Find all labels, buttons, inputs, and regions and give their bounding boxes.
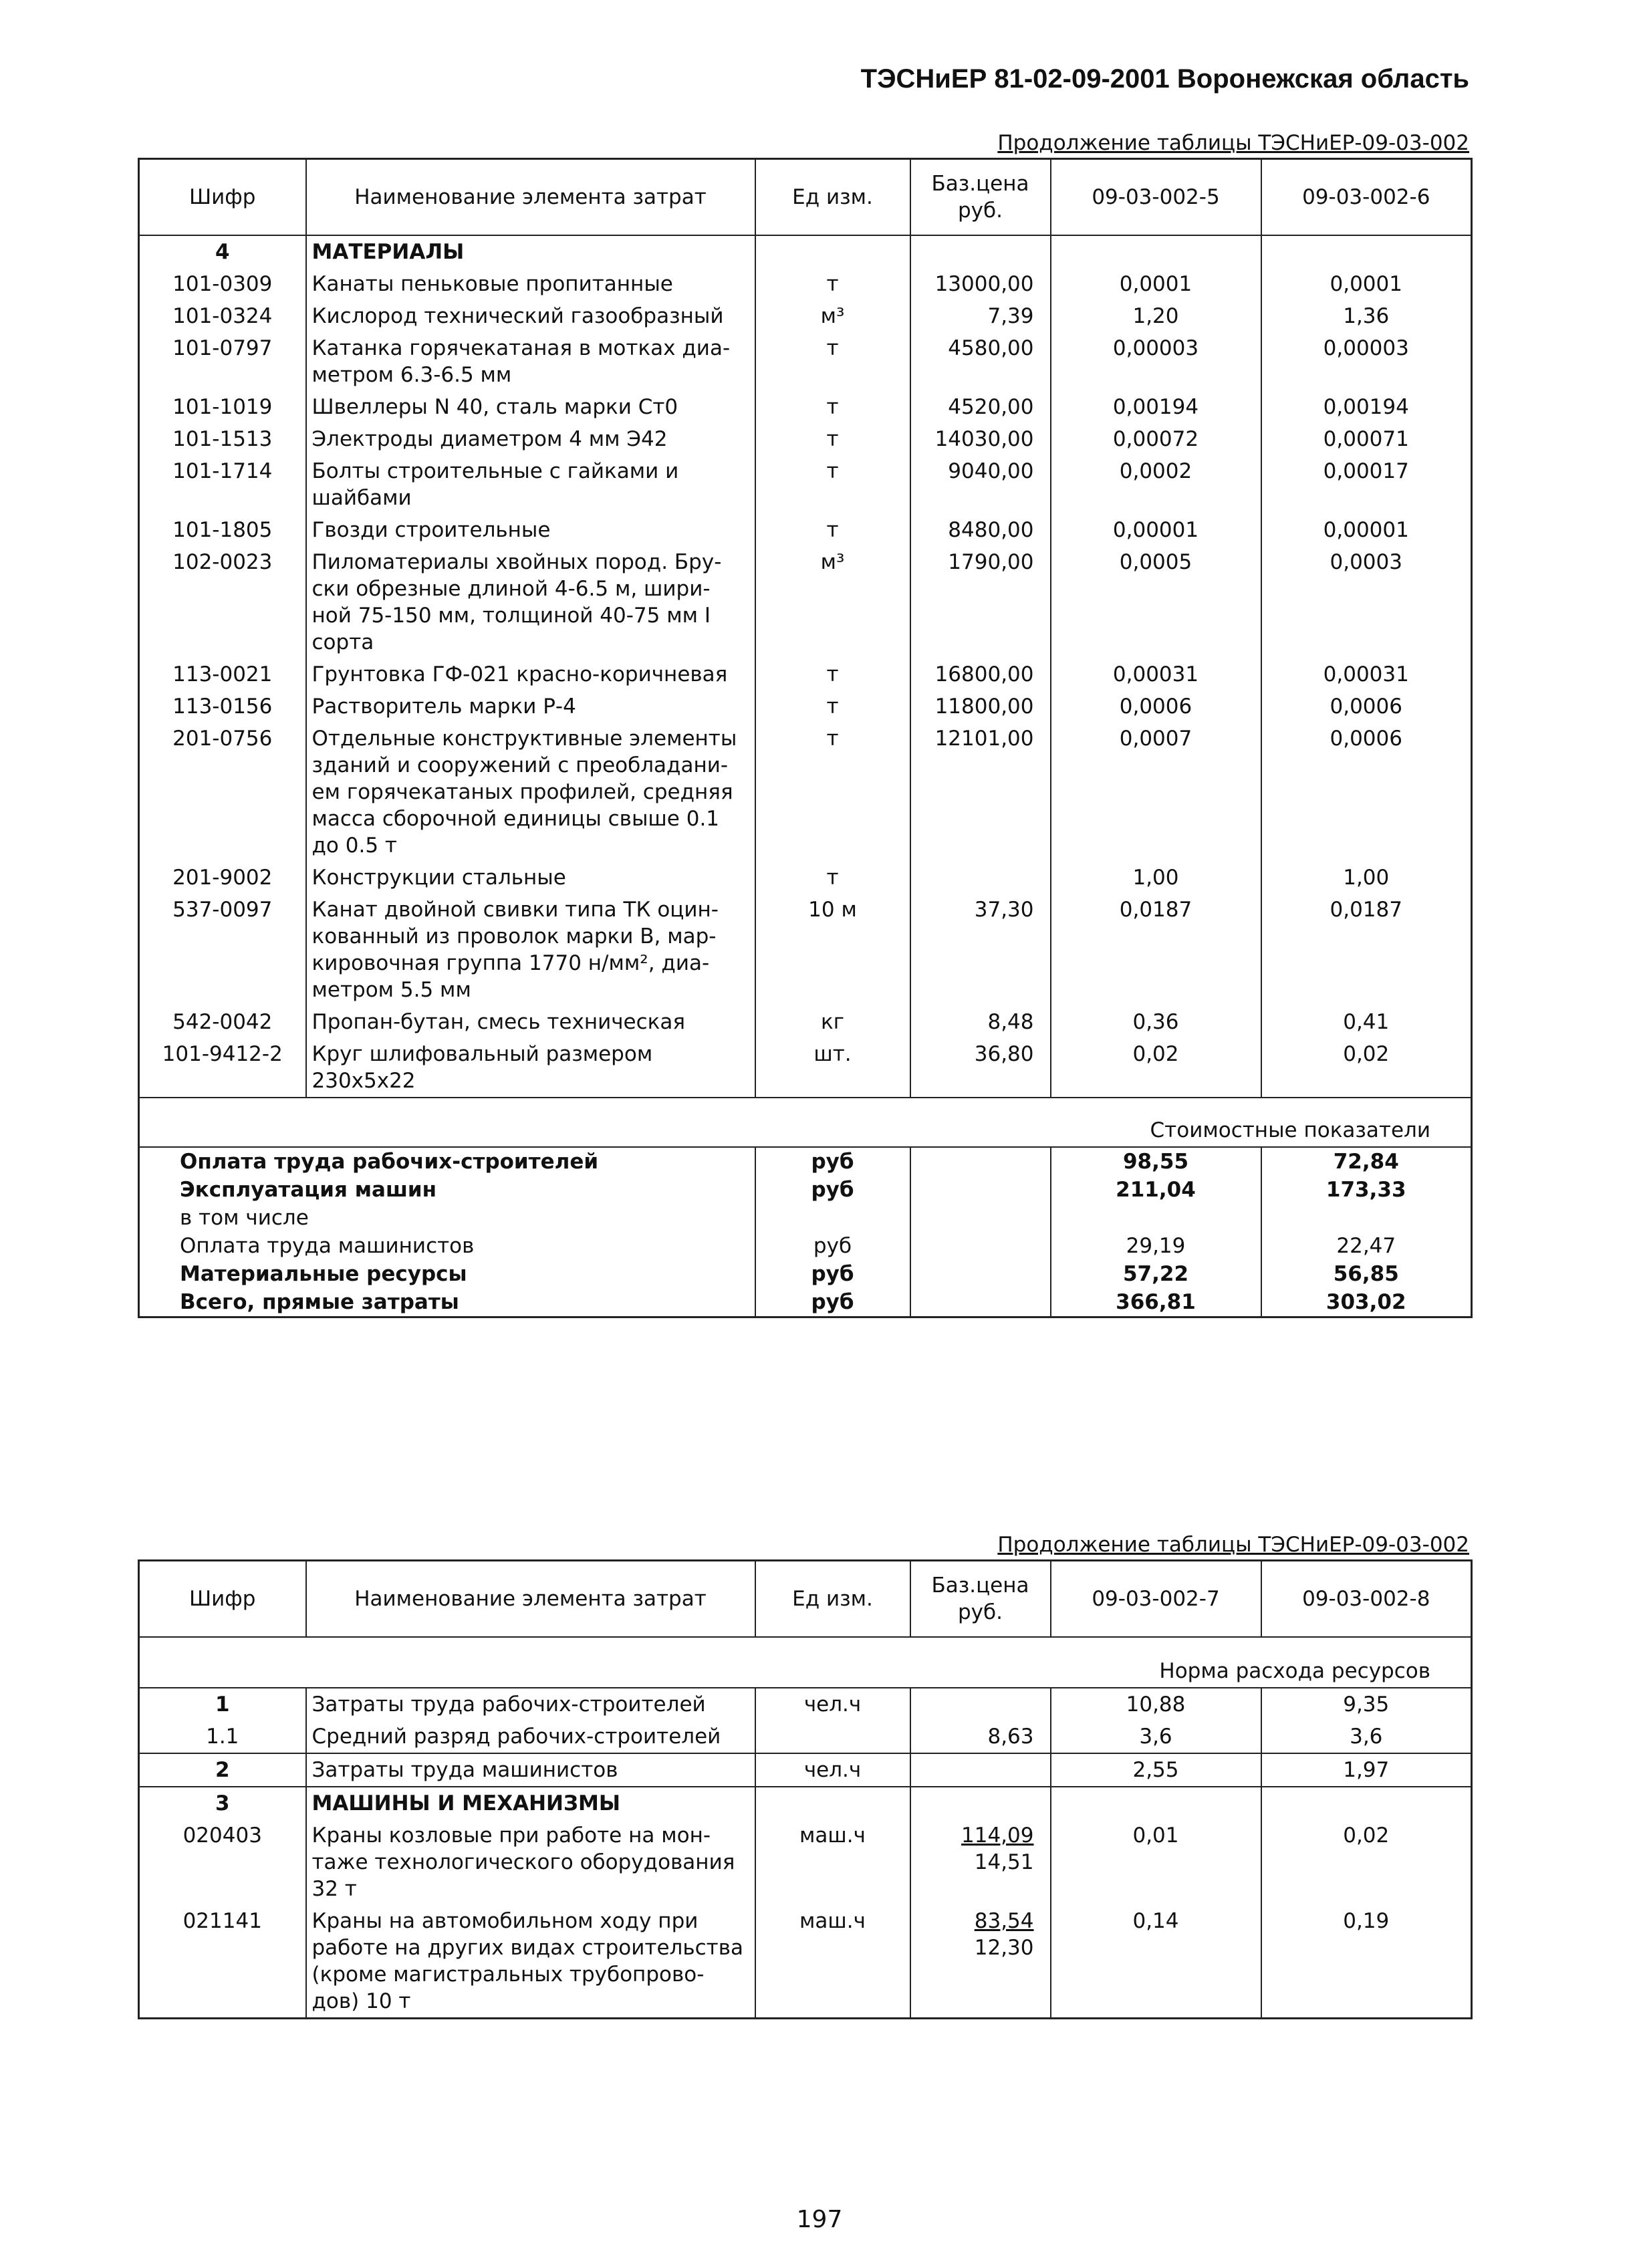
resource-name: Канат двойной свивки типа ТК оцин-кованный из проволок марки В, мар-кировочная группа 1770 н/мм², диа-метром 5.5 мм [306, 894, 755, 1006]
norm-value-5: 0,0002 [1051, 455, 1261, 514]
resource-name: Электроды диаметром 4 мм Э42 [306, 423, 755, 455]
resource-name: Пиломатериалы хвойных пород. Бру-ски обрезные длиной 4-6.5 м, шири-ной 75-150 мм, толщиной 40-75 мм I сорта [306, 546, 755, 658]
summary-row [139, 1232, 1472, 1260]
summary-value-5: 57,22 [1051, 1260, 1261, 1288]
resource-name: Конструкции стальные [306, 862, 755, 894]
table-row [139, 514, 1472, 546]
resource-unit: т [755, 514, 910, 546]
norm-value-7 [1051, 1787, 1261, 1819]
col-header-price: Баз.цена руб. [910, 1561, 1051, 1638]
col-header-code: Шифр [139, 159, 306, 236]
norm-value-5: 0,00194 [1051, 391, 1261, 423]
summary-value-5: 211,04 [1051, 1176, 1261, 1204]
table-row [139, 690, 1472, 723]
table-row [139, 1787, 1472, 1819]
resource-code: 3 [139, 1787, 306, 1819]
price-primary: 8,63 [987, 1725, 1034, 1749]
resource-name: Круг шлифовальный размером 230x5x22 [306, 1038, 755, 1098]
resource-name: Катанка горячекатаная в мотках диа-метром 6.3-6.5 мм [306, 332, 755, 391]
table2-continuation-caption: Продолжение таблицы ТЭСНиЕР-09-03-002 [997, 1533, 1469, 1557]
resource-code: 101-1714 [139, 455, 306, 514]
resource-name: Грунтовка ГФ-021 красно-коричневая [306, 658, 755, 690]
table-row [139, 1721, 1472, 1753]
resource-price: 13000,00 [910, 268, 1051, 300]
col-header-norm-8: 09-03-002-8 [1261, 1561, 1472, 1638]
resource-code: 1 [139, 1688, 306, 1721]
summary-name: Оплата труда машинистов [139, 1232, 755, 1260]
resource-name: Отдельные конструктивные элементы зданий и сооружений с преобладани-ем горячекатаных профилей, средняя масса сборочной единицы свыше 0.1 до 0.5 т [306, 723, 755, 862]
resource-unit: маш.ч [755, 1905, 910, 2019]
summary-price [910, 1176, 1051, 1204]
section-row [139, 235, 1472, 268]
resource-price: 14030,00 [910, 423, 1051, 455]
norm-value-7: 2,55 [1051, 1753, 1261, 1787]
norm-value-5: 1,00 [1051, 862, 1261, 894]
resource-price: 7,39 [910, 300, 1051, 332]
norm-value-6: 0,00031 [1261, 658, 1472, 690]
resource-price: 9040,00 [910, 455, 1051, 514]
norm-value-7: 3,6 [1051, 1721, 1261, 1753]
summary-row [139, 1288, 1472, 1317]
resource-code: 101-0797 [139, 332, 306, 391]
summary-value-6: 173,33 [1261, 1176, 1472, 1204]
norm-value-6: 1,00 [1261, 862, 1472, 894]
norm-value-5: 0,00001 [1051, 514, 1261, 546]
page-number: 197 [796, 2206, 843, 2233]
resource-name: Канаты пеньковые пропитанные [306, 268, 755, 300]
resource-code: 021141 [139, 1905, 306, 2019]
norm-value-5: 0,00003 [1051, 332, 1261, 391]
page-header-title: ТЭСНиЕР 81-02-09-2001 Воронежская область [860, 64, 1469, 94]
resource-name: МАШИНЫ И МЕХАНИЗМЫ [306, 1787, 755, 1819]
norm-value-8 [1261, 1787, 1472, 1819]
resource-code: 101-1805 [139, 514, 306, 546]
summary-unit [755, 1204, 910, 1232]
norm-value-8: 9,35 [1261, 1688, 1472, 1721]
norm-value-5: 0,0006 [1051, 690, 1261, 723]
norm-header: Норма расхода ресурсов [139, 1637, 1472, 1688]
table-row [139, 1688, 1472, 1721]
col-header-price: Баз.цена руб. [910, 159, 1051, 236]
resource-price [910, 1753, 1051, 1787]
norm-value-5: 0,0005 [1051, 546, 1261, 658]
resource-price: 8480,00 [910, 514, 1051, 546]
table-row [139, 1819, 1472, 1905]
norm-value-5: 0,0007 [1051, 723, 1261, 862]
resource-unit: т [755, 723, 910, 862]
norm-value-8: 1,97 [1261, 1753, 1472, 1787]
price-primary: 114,09 [961, 1823, 1034, 1848]
summary-value-6: 22,47 [1261, 1232, 1472, 1260]
norm-value-8: 3,6 [1261, 1721, 1472, 1753]
col-header-norm-5: 09-03-002-5 [1051, 159, 1261, 236]
resource-unit: т [755, 332, 910, 391]
summary-unit: руб [755, 1288, 910, 1317]
table1 [138, 158, 1473, 1318]
resource-unit [755, 1787, 910, 1819]
summary-name: Эксплуатация машин [139, 1176, 755, 1204]
resource-unit: т [755, 455, 910, 514]
norm-value-6: 0,00017 [1261, 455, 1472, 514]
table-row [139, 391, 1472, 423]
summary-name: Всего, прямые затраты [139, 1288, 755, 1317]
table-row [139, 300, 1472, 332]
resource-name: Гвозди строительные [306, 514, 755, 546]
col-header-unit: Ед изм. [755, 159, 910, 236]
norm-value-6: 0,0006 [1261, 690, 1472, 723]
price-primary: 83,54 [974, 1909, 1034, 1933]
table-row [139, 1038, 1472, 1098]
resource-unit [755, 1721, 910, 1753]
table-row [139, 862, 1472, 894]
resource-name: Краны на автомобильном ходу при работе на других видах строительства (кроме магистральных трубопрово-дов) 10 т [306, 1905, 755, 2019]
summary-row [139, 1204, 1472, 1232]
summary-unit: руб [755, 1147, 910, 1176]
table-row [139, 455, 1472, 514]
resource-name: Швеллеры N 40, сталь марки Ст0 [306, 391, 755, 423]
table1-header-row [139, 159, 1472, 236]
norm-value-6: 0,00194 [1261, 391, 1472, 423]
summary-row [139, 1260, 1472, 1288]
summary-unit: руб [755, 1260, 910, 1288]
resource-code: 542-0042 [139, 1006, 306, 1038]
cost-header: Стоимостные показатели [139, 1098, 1472, 1147]
resource-price: 16800,00 [910, 658, 1051, 690]
resource-unit: т [755, 268, 910, 300]
norm-value-7: 10,88 [1051, 1688, 1261, 1721]
price-machinist: 14,51 [974, 1850, 1034, 1874]
summary-value-5: 98,55 [1051, 1147, 1261, 1176]
resource-code: 101-0309 [139, 268, 306, 300]
resource-unit: шт. [755, 1038, 910, 1098]
resource-name: Затраты труда рабочих-строителей [306, 1688, 755, 1721]
resource-price [910, 1721, 1051, 1753]
resource-unit: т [755, 862, 910, 894]
resource-unit: кг [755, 1006, 910, 1038]
resource-code: 537-0097 [139, 894, 306, 1006]
norm-value-6: 0,0001 [1261, 268, 1472, 300]
summary-unit: руб [755, 1232, 910, 1260]
resource-code: 101-1019 [139, 391, 306, 423]
resource-price [910, 1688, 1051, 1721]
summary-name: Оплата труда рабочих-строителей [139, 1147, 755, 1176]
resource-name: Краны козловые при работе на мон-таже технологического оборудования 32 т [306, 1819, 755, 1905]
norm-value-5: 0,00031 [1051, 658, 1261, 690]
summary-price [910, 1232, 1051, 1260]
resource-code: 2 [139, 1753, 306, 1787]
table1-continuation-caption: Продолжение таблицы ТЭСНиЕР-09-03-002 [997, 131, 1469, 155]
norm-value-6: 0,00003 [1261, 332, 1472, 391]
resource-name: Растворитель марки Р-4 [306, 690, 755, 723]
table-row [139, 1006, 1472, 1038]
table2 [138, 1559, 1473, 2019]
resource-unit: маш.ч [755, 1819, 910, 1905]
summary-name: в том числе [139, 1204, 755, 1232]
summary-price [910, 1204, 1051, 1232]
col-header-name: Наименование элемента затрат [306, 159, 755, 236]
resource-unit: т [755, 391, 910, 423]
resource-code: 020403 [139, 1819, 306, 1905]
table-row [139, 332, 1472, 391]
summary-value-6: 72,84 [1261, 1147, 1472, 1176]
summary-price [910, 1260, 1051, 1288]
resource-price: 4520,00 [910, 391, 1051, 423]
table-row [139, 1753, 1472, 1787]
resource-unit: т [755, 423, 910, 455]
norm-value-5: 0,36 [1051, 1006, 1261, 1038]
summary-value-6 [1261, 1204, 1472, 1232]
resource-code: 201-0756 [139, 723, 306, 862]
norm-value-6: 0,0003 [1261, 546, 1472, 658]
resource-price: 1790,00 [910, 546, 1051, 658]
table-row [139, 423, 1472, 455]
table-row [139, 546, 1472, 658]
norm-value-5: 0,0187 [1051, 894, 1261, 1006]
resource-name: Пропан-бутан, смесь техническая [306, 1006, 755, 1038]
resource-name: Болты строительные с гайками и шайбами [306, 455, 755, 514]
col-header-name: Наименование элемента затрат [306, 1561, 755, 1638]
resource-code: 102-0023 [139, 546, 306, 658]
norm-value-5: 0,00072 [1051, 423, 1261, 455]
norm-value-5: 0,02 [1051, 1038, 1261, 1098]
section-name: МАТЕРИАЛЫ [306, 235, 755, 268]
summary-value-5: 366,81 [1051, 1288, 1261, 1317]
resource-code: 113-0021 [139, 658, 306, 690]
resource-price [910, 1905, 1051, 2019]
summary-value-6: 303,02 [1261, 1288, 1472, 1317]
norm-value-6: 0,00071 [1261, 423, 1472, 455]
resource-price: 12101,00 [910, 723, 1051, 862]
table-row [139, 723, 1472, 862]
resource-price: 11800,00 [910, 690, 1051, 723]
resource-unit: м³ [755, 300, 910, 332]
norm-value-5: 1,20 [1051, 300, 1261, 332]
col-header-norm-6: 09-03-002-6 [1261, 159, 1472, 236]
summary-price [910, 1288, 1051, 1317]
table-row [139, 268, 1472, 300]
resource-code: 201-9002 [139, 862, 306, 894]
summary-value-5 [1051, 1204, 1261, 1232]
resource-unit: чел.ч [755, 1753, 910, 1787]
resource-unit: чел.ч [755, 1688, 910, 1721]
norm-value-6: 0,00001 [1261, 514, 1472, 546]
resource-code: 101-9412-2 [139, 1038, 306, 1098]
resource-price [910, 1787, 1051, 1819]
table-row [139, 894, 1472, 1006]
table-row [139, 658, 1472, 690]
norm-value-6: 0,0187 [1261, 894, 1472, 1006]
cost-header-row [139, 1098, 1472, 1147]
summary-name: Материальные ресурсы [139, 1260, 755, 1288]
col-header-norm-7: 09-03-002-7 [1051, 1561, 1261, 1638]
summary-value-6: 56,85 [1261, 1260, 1472, 1288]
norm-value-7: 0,01 [1051, 1819, 1261, 1905]
table2-header-row [139, 1561, 1472, 1638]
norm-header-row [139, 1637, 1472, 1688]
table-row [139, 1905, 1472, 2019]
col-header-unit: Ед изм. [755, 1561, 910, 1638]
resource-price: 8,48 [910, 1006, 1051, 1038]
resource-price [910, 862, 1051, 894]
resource-unit: т [755, 658, 910, 690]
resource-price: 36,80 [910, 1038, 1051, 1098]
norm-value-7: 0,14 [1051, 1905, 1261, 2019]
norm-value-5: 0,0001 [1051, 268, 1261, 300]
summary-price [910, 1147, 1051, 1176]
norm-value-6: 0,0006 [1261, 723, 1472, 862]
resource-code: 113-0156 [139, 690, 306, 723]
resource-price: 37,30 [910, 894, 1051, 1006]
summary-row [139, 1176, 1472, 1204]
summary-row [139, 1147, 1472, 1176]
resource-unit: 10 м [755, 894, 910, 1006]
section-code: 4 [139, 235, 306, 268]
resource-name: Средний разряд рабочих-строителей [306, 1721, 755, 1753]
norm-value-8: 0,02 [1261, 1819, 1472, 1905]
norm-value-6: 1,36 [1261, 300, 1472, 332]
resource-unit: т [755, 690, 910, 723]
resource-price [910, 1819, 1051, 1905]
col-header-code: Шифр [139, 1561, 306, 1638]
resource-code: 1.1 [139, 1721, 306, 1753]
resource-name: Кислород технический газообразный [306, 300, 755, 332]
resource-name: Затраты труда машинистов [306, 1753, 755, 1787]
resource-price: 4580,00 [910, 332, 1051, 391]
resource-code: 101-1513 [139, 423, 306, 455]
norm-value-6: 0,41 [1261, 1006, 1472, 1038]
resource-unit: м³ [755, 546, 910, 658]
summary-unit: руб [755, 1176, 910, 1204]
summary-value-5: 29,19 [1051, 1232, 1261, 1260]
norm-value-8: 0,19 [1261, 1905, 1472, 2019]
resource-code: 101-0324 [139, 300, 306, 332]
norm-value-6: 0,02 [1261, 1038, 1472, 1098]
price-machinist: 12,30 [974, 1936, 1034, 1960]
